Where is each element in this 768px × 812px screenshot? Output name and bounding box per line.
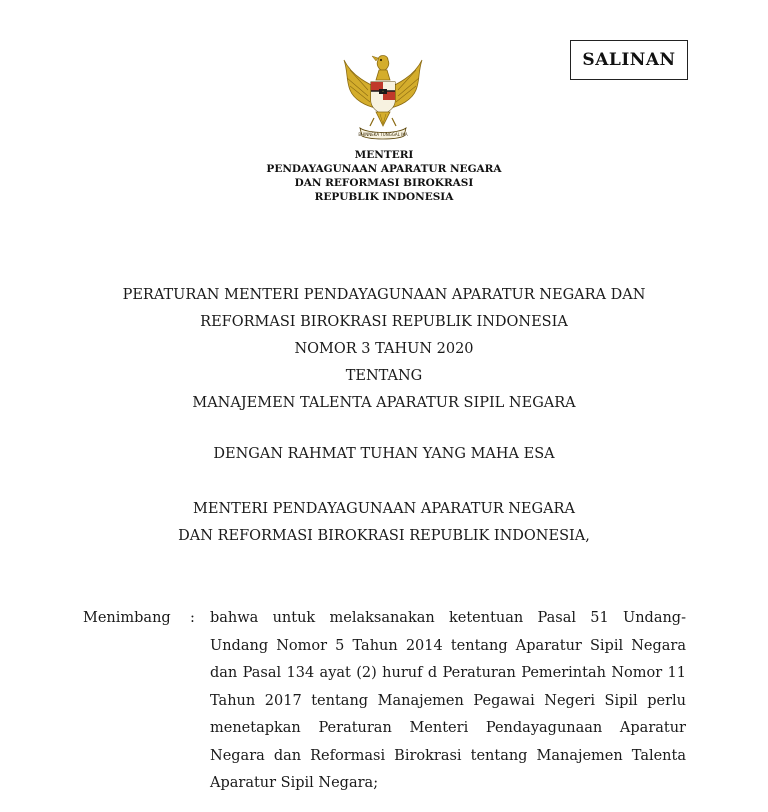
garuda-emblem-icon: [338, 50, 428, 142]
salinan-label: SALINAN: [582, 50, 676, 70]
paragraph-line: menetapkan Peraturan Menteri Pendayagunaan Aparatur: [210, 720, 686, 736]
paragraph-line: Aparatur Sipil Negara;: [210, 775, 379, 791]
paragraph-line: bahwa untuk melaksanakan ketentuan Pasal 51 Undang-: [210, 610, 686, 626]
ministry-line: MENTERI: [354, 149, 414, 161]
ministry-line: PENDAYAGUNAAN APARATUR NEGARA: [266, 163, 502, 175]
menimbang-paragraph: [210, 605, 686, 798]
title-line: REFORMASI BIROKRASI REPUBLIK INDONESIA: [200, 314, 568, 330]
rahmat-line: DENGAN RAHMAT TUHAN YANG MAHA ESA: [213, 446, 555, 462]
minister-heading: [0, 496, 768, 550]
paragraph-line: Negara dan Reformasi Birokrasi tentang Manajemen Talenta: [210, 747, 686, 764]
paragraph-line: Undang Nomor 5 Tahun 2014 tentang Aparatur Sipil Negara: [210, 637, 686, 654]
title-line: MANAJEMEN TALENTA APARATUR SIPIL NEGARA: [192, 395, 576, 411]
menimbang-label: Menimbang: [83, 610, 171, 626]
paragraph-line: Tahun 2017 tentang Manajemen Pegawai Negeri Sipil perlu: [210, 692, 686, 709]
paragraph-line: dan Pasal 134 ayat (2) huruf d Peraturan Pemerintah Nomor 11: [210, 665, 686, 681]
title-line: NOMOR 3 TAHUN 2020: [294, 341, 474, 357]
svg-text:BHINNEKA TUNGGAL IKA: BHINNEKA TUNGGAL IKA: [358, 132, 408, 137]
ministry-header: [0, 148, 768, 204]
minister-line: DAN REFORMASI BIROKRASI REPUBLIK INDONESIA,: [178, 528, 590, 544]
salinan-stamp: [570, 40, 688, 80]
menimbang-colon: :: [190, 610, 195, 626]
ministry-line: DAN REFORMASI BIROKRASI: [294, 177, 474, 189]
regulation-title: [0, 282, 768, 417]
title-line: TENTANG: [345, 368, 423, 384]
ministry-line: REPUBLIK INDONESIA: [314, 191, 454, 203]
minister-line: MENTERI PENDAYAGUNAAN APARATUR NEGARA: [193, 501, 575, 517]
title-line: PERATURAN MENTERI PENDAYAGUNAAN APARATUR NEGARA DAN: [122, 287, 646, 303]
